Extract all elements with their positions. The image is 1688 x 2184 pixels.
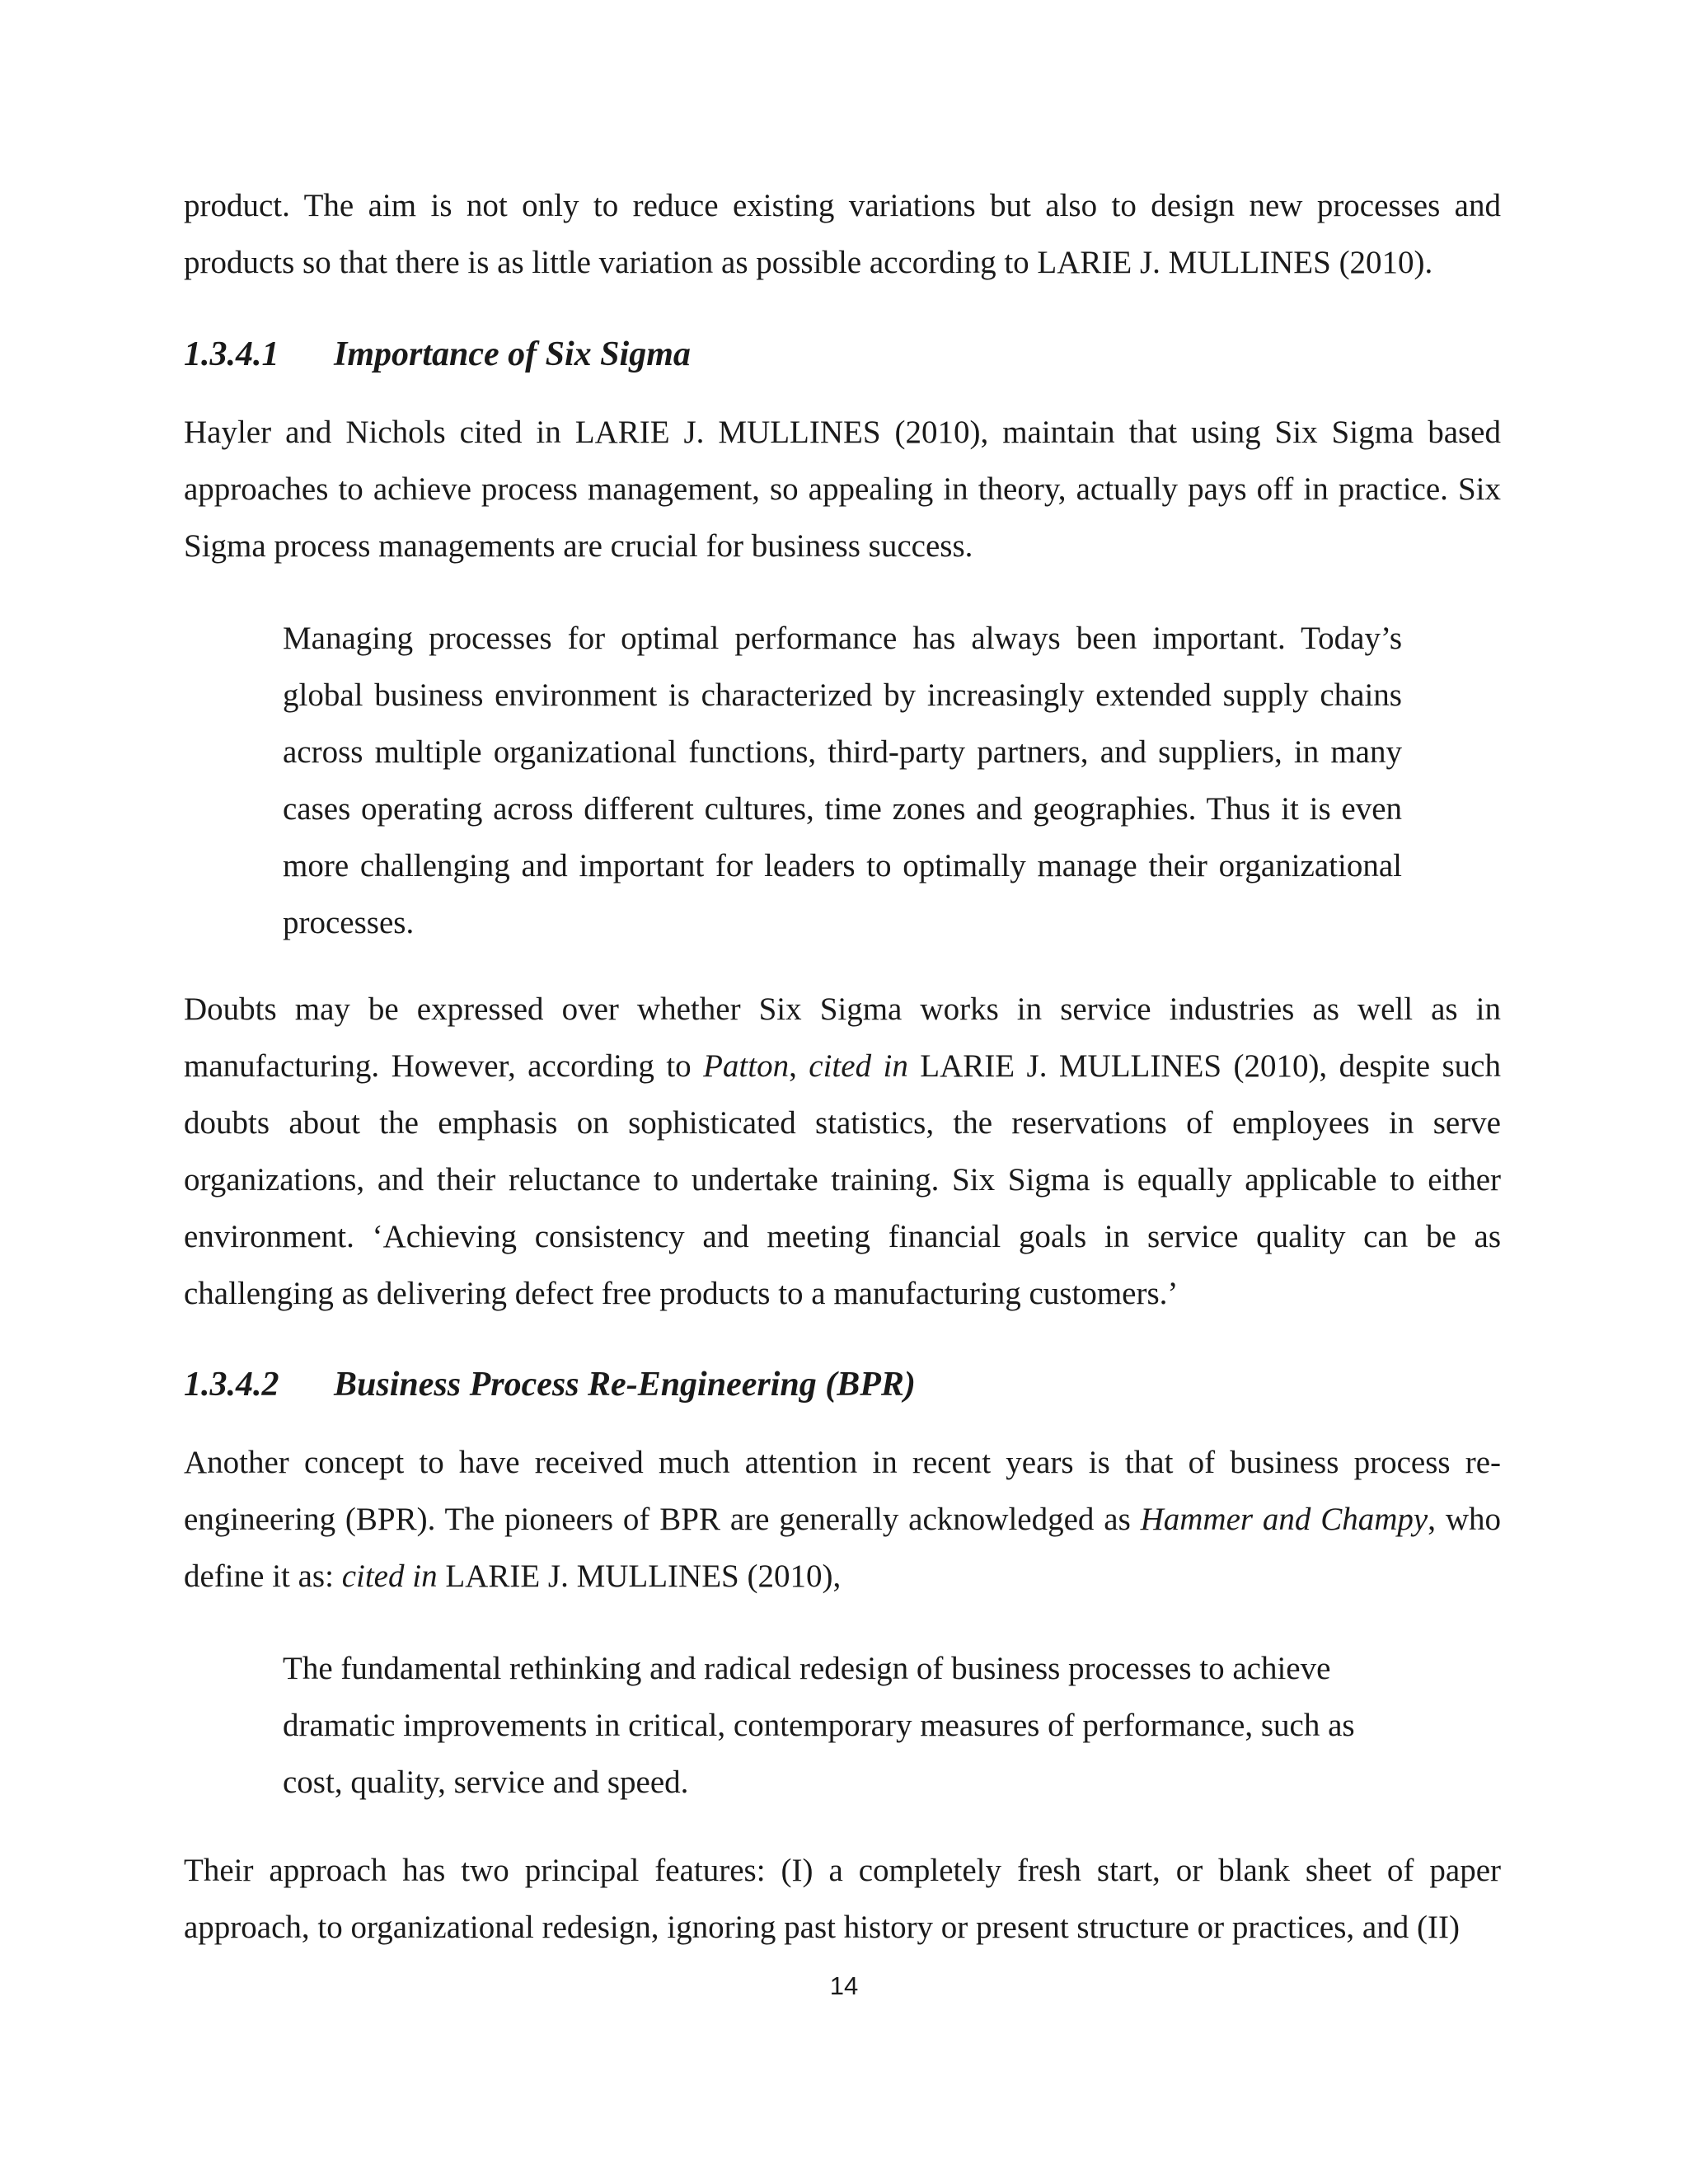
italic-cited-in: cited in bbox=[809, 1048, 908, 1084]
text-run: LARIE J. MULLINES (2010), despite such doubts about the emphasis on sophisticated statistics, the reservations of employees in serve organizations, and their reluctance to undertake training. Six Sigma is equally applicable to either environment. ‘Achieving consistency and meeting financial goals in service quality can be as challenging as delivering defect free products to a manufacturing customers.’ bbox=[184, 1048, 1501, 1311]
block-quote-line: The fundamental rethinking and radical redesign of business processes to achieve bbox=[283, 1651, 1331, 1686]
block-quote-text: Managing processes for optimal performance has always been important. Today’s global business environment is characterized by increasingly extended supply chains across multiple organizational functions, third-party partners, and suppliers, in many cases operating across different cultures, time zones and geographies. Thus it is even more challenging and important for leaders to optimally manage their organizational processes. bbox=[283, 621, 1402, 940]
paragraph-doubts bbox=[184, 981, 1501, 1322]
paragraph-approach bbox=[184, 1842, 1501, 1956]
section-number: 1.3.4.2 bbox=[184, 1366, 279, 1404]
page-number: 14 bbox=[829, 1971, 859, 2000]
section-number: 1.3.4.1 bbox=[184, 335, 279, 373]
text-run: , bbox=[789, 1048, 809, 1084]
italic-cited-in: cited in bbox=[341, 1558, 438, 1594]
paragraph-doubts-text bbox=[184, 981, 1501, 1322]
text-run: , who define it as: bbox=[184, 1502, 1502, 1594]
section-heading-six-sigma bbox=[184, 334, 691, 375]
section-heading-bpr bbox=[184, 1364, 916, 1405]
paragraph-hayler bbox=[184, 404, 1501, 574]
section-title: Importance of Six Sigma bbox=[334, 335, 691, 373]
text-run: LARIE J. MULLINES (2010), bbox=[437, 1558, 842, 1594]
paragraph-approach-text: Their approach has two principal features: (I) a completely fresh start, or blank sheet of paper approach, to organizational redesign, ignoring past history or present structure or practices, and (II) bbox=[184, 1853, 1501, 1945]
paragraph-intro-text: product. The aim is not only to reduce existing variations but also to design new processes and products so that there is as little variation as possible according to LARIE J. MULLINES (2010). bbox=[184, 188, 1501, 280]
paragraph-bpr-text bbox=[184, 1434, 1501, 1605]
italic-citation-author: Patton bbox=[703, 1048, 790, 1084]
italic-citation-author: Hammer and Champy bbox=[1140, 1502, 1428, 1537]
paragraph-bpr bbox=[184, 1434, 1501, 1605]
text-run: Doubts may be expressed over whether Six Sigma works in service industries as well as in manufacturing. However, according to bbox=[184, 991, 1501, 1084]
section-title: Business Process Re-Engineering (BPR) bbox=[334, 1366, 916, 1404]
text-run: Another concept to have received much attention in recent years is that of business process re-engineering (BPR). The pioneers of BPR are generally acknowledged as bbox=[184, 1445, 1501, 1537]
paragraph-hayler-text: Hayler and Nichols cited in LARIE J. MULLINES (2010), maintain that using Six Sigma based approaches to achieve process management, so appealing in theory, actually pays off in practice. Six Sigma process managements are crucial for business success. bbox=[184, 415, 1501, 564]
paragraph-intro bbox=[184, 177, 1501, 291]
block-quote-line: cost, quality, service and speed. bbox=[283, 1765, 689, 1800]
block-quote-bpr-definition bbox=[283, 1640, 1402, 1811]
block-quote-line: dramatic improvements in critical, contemporary measures of performance, such as bbox=[283, 1708, 1355, 1743]
block-quote-managing-processes bbox=[283, 610, 1402, 951]
